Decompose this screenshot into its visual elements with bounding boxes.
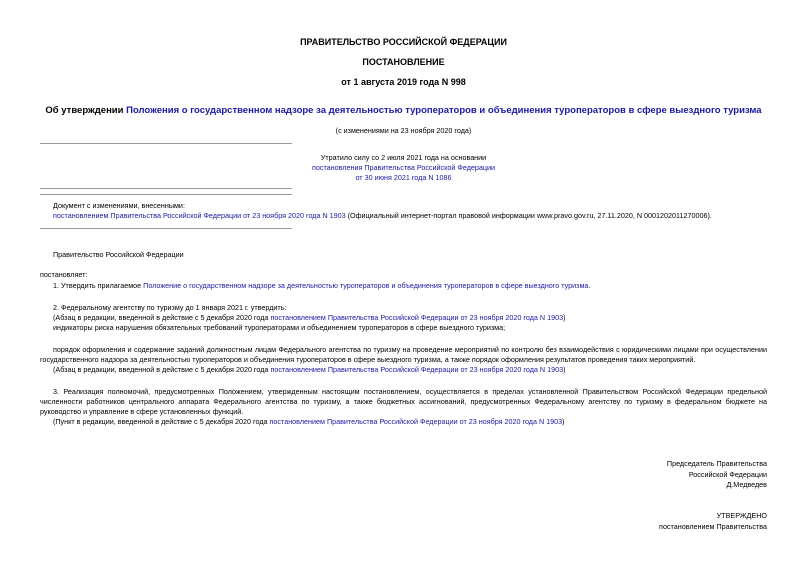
regulation-title-link[interactable]: Положения о государственном надзоре за деятельностью туроператоров и объединения туроператоров в сфере выездного туризма (126, 105, 762, 116)
divider (40, 194, 292, 195)
divider (40, 228, 292, 229)
approved-by: постановлением Правительства (659, 522, 767, 531)
item-1 (53, 281, 590, 291)
item-2: 2. Федеральному агентству по туризму до 1 января 2021 г. утвердить: (53, 303, 287, 312)
point-decree-link[interactable]: постановлением Правительства Российской Федерации от 23 ноября 2020 года N 1903 (269, 417, 563, 426)
regulation-link[interactable]: Положение о государственном надзоре за деятельностью туроператоров и объединения туроператоров в сфере выездного туризма (143, 281, 589, 290)
repeal-decree-date-link[interactable]: от 30 июня 2021 года N 1086 (355, 173, 452, 182)
risk-indicators-item: индикаторы риска нарушения обязательных требований туроператорами и объединением туроператоров в сфере выездного туризма; (53, 323, 506, 332)
edition-note (53, 365, 566, 375)
document-type-heading: ПОСТАНОВЛЕНИЕ (362, 57, 445, 67)
expired-notice-text: Утратило силу со 2 июля 2021 года на основании (320, 153, 487, 162)
amending-decree-link[interactable]: постановлением Правительства Российской Федерации от 23 ноября 2020 года N 1903 (53, 211, 346, 220)
document-title-prefix: Об утверждении (45, 105, 127, 116)
expired-notice (0, 153, 807, 183)
signature-org: Российской Федерации (688, 470, 767, 479)
point-edition-note (53, 417, 565, 427)
item-3-paragraph: 3. Реализация полномочий, предусмотренных Положением, утвержденным настоящим постановлением, осуществляется в пределах установленной Правительством Российской Федерации предельной численности работников центрального аппарата Федерального агентства по туризму, а также бюджетных ассигнований, предусмотренных Федеральному агентству по туризму в федеральном бюджете на руководство и управление в сфере установленных функций. (40, 387, 767, 416)
item-1-prefix: 1. Утвердить прилагаемое (53, 281, 144, 290)
edition-decree-link[interactable]: постановлением Правительства Российской Федерации от 23 ноября 2020 года N 1903 (270, 365, 564, 374)
point-note-prefix: (Пункт в редакции, введенной в действие с 5 декабря 2020 года (53, 417, 270, 426)
changes-line (53, 211, 712, 221)
document-date-number: от 1 августа 2019 года N 998 (341, 77, 466, 87)
edition-note-prefix: (Абзац в редакции, введенной в действие с 5 декабря 2020 года (53, 365, 271, 374)
edition-decree-link[interactable]: постановлением Правительства Российской Федерации от 23 ноября 2020 года N 1903 (270, 313, 564, 322)
document-title (0, 105, 807, 116)
edition-note-prefix: (Абзац в редакции, введенной в действие с 5 декабря 2020 года (53, 313, 271, 322)
divider (40, 143, 292, 144)
edition-note (53, 313, 566, 323)
changes-source: (Официальный интернет-портал правовой информации www.pravo.gov.ru, 27.11.2020, N 0001202011270006). (345, 211, 712, 220)
issuing-authority: Правительство Российской Федерации (53, 250, 184, 259)
signature-title: Председатель Правительства (666, 459, 767, 468)
item-1-suffix: . (588, 281, 591, 290)
edition-note-suffix: ) (563, 313, 566, 322)
point-note-suffix: ) (562, 417, 565, 426)
decrees-word: постановляет: (40, 270, 88, 279)
approved-label: УТВЕРЖДЕНО (716, 511, 767, 520)
amendment-note: (с изменениями на 23 ноября 2020 года) (335, 126, 472, 135)
changes-label: Документ с изменениями, внесенными: (53, 201, 185, 210)
signature-name: Д.Медведев (726, 480, 767, 489)
government-heading: ПРАВИТЕЛЬСТВО РОССИЙСКОЙ ФЕДЕРАЦИИ (300, 37, 507, 47)
procedure-paragraph: порядок оформления и содержание заданий должностным лицам Федерального агентства по туризму на проведение мероприятий по контролю без взаимодействия с юридическими лицами при осуществлении государственного надзора за деятельностью туроператоров и объединения туроператоров в сфере выездного туризма, а также порядок оформления результатов проведения таких мероприятий. (40, 345, 767, 364)
divider (40, 188, 292, 189)
repeal-decree-link[interactable]: постановления Правительства Российской Федерации (311, 163, 496, 172)
edition-note-suffix: ) (563, 365, 566, 374)
